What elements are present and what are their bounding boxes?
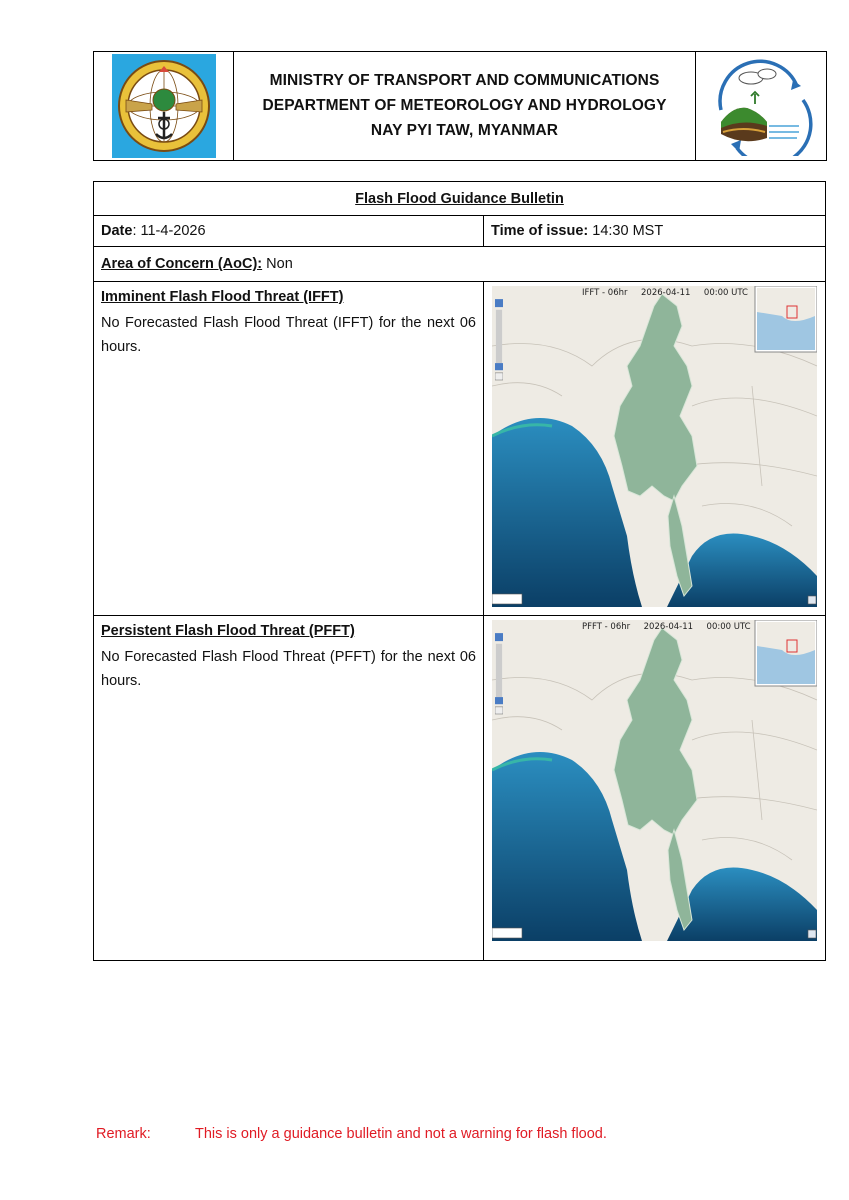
aoc-cell <box>94 251 300 277</box>
date-value: : 11-4-2026 <box>132 223 206 239</box>
pfft-map-image <box>492 620 817 941</box>
remark <box>96 1126 607 1142</box>
pfft-map-cell <box>484 616 825 960</box>
aoc-label: Area of Concern (AoC): <box>101 256 263 272</box>
bulletin-title: Flash Flood Guidance Bulletin <box>94 182 825 216</box>
time-label: Time of issue: <box>491 223 589 239</box>
ifft-title: Imminent Flash Flood Threat (IFFT) <box>101 289 344 305</box>
pfft-map <box>492 620 817 941</box>
ifft-text: No Forecasted Flash Flood Threat (IFFT) for the next 06 hours. <box>101 315 476 355</box>
location: NAY PYI TAW, MYANMAR <box>370 122 559 139</box>
date-time-row <box>94 216 825 247</box>
remark-label: Remark: <box>96 1126 151 1142</box>
remark-text: This is only a guidance bulletin and not a warning for flash flood. <box>195 1126 607 1142</box>
ifft-map <box>492 286 817 607</box>
aoc-row <box>94 247 825 282</box>
ifft-map-caption: IFFT - 06hr 2026-04-11 00:00 UTC <box>582 288 748 298</box>
hydrology-logo-cell <box>695 52 826 160</box>
water-cycle-logo-icon <box>707 56 815 156</box>
map-zoom-slider[interactable] <box>495 294 503 386</box>
time-cell <box>484 216 825 246</box>
ifft-row <box>94 282 825 616</box>
letterhead-titles <box>234 52 695 160</box>
ifft-description <box>94 282 484 615</box>
department-name: DEPARTMENT OF METEOROLOGY AND HYDROLOGY <box>262 97 667 114</box>
date-label: Date <box>101 223 133 239</box>
ministry-name: MINISTRY OF TRANSPORT AND COMMUNICATIONS <box>269 72 660 89</box>
ifft-map-image <box>492 286 817 607</box>
pfft-map-caption: PFFT - 06hr 2026-04-11 00:00 UTC <box>582 622 751 632</box>
map-zoom-slider[interactable] <box>495 628 503 720</box>
time-value: 14:30 MST <box>588 223 664 239</box>
ministry-logo-cell <box>94 52 234 160</box>
aoc-value: Non <box>266 256 293 272</box>
pfft-row <box>94 616 825 960</box>
letterhead <box>93 51 827 161</box>
ifft-map-cell <box>484 282 825 615</box>
ministry-emblem-icon <box>112 54 216 158</box>
pfft-title: Persistent Flash Flood Threat (PFFT) <box>101 623 355 639</box>
pfft-text: No Forecasted Flash Flood Threat (PFFT) for the next 06 hours. <box>101 649 476 689</box>
pfft-description <box>94 616 484 960</box>
bulletin-table <box>93 181 826 961</box>
date-cell <box>94 216 484 246</box>
